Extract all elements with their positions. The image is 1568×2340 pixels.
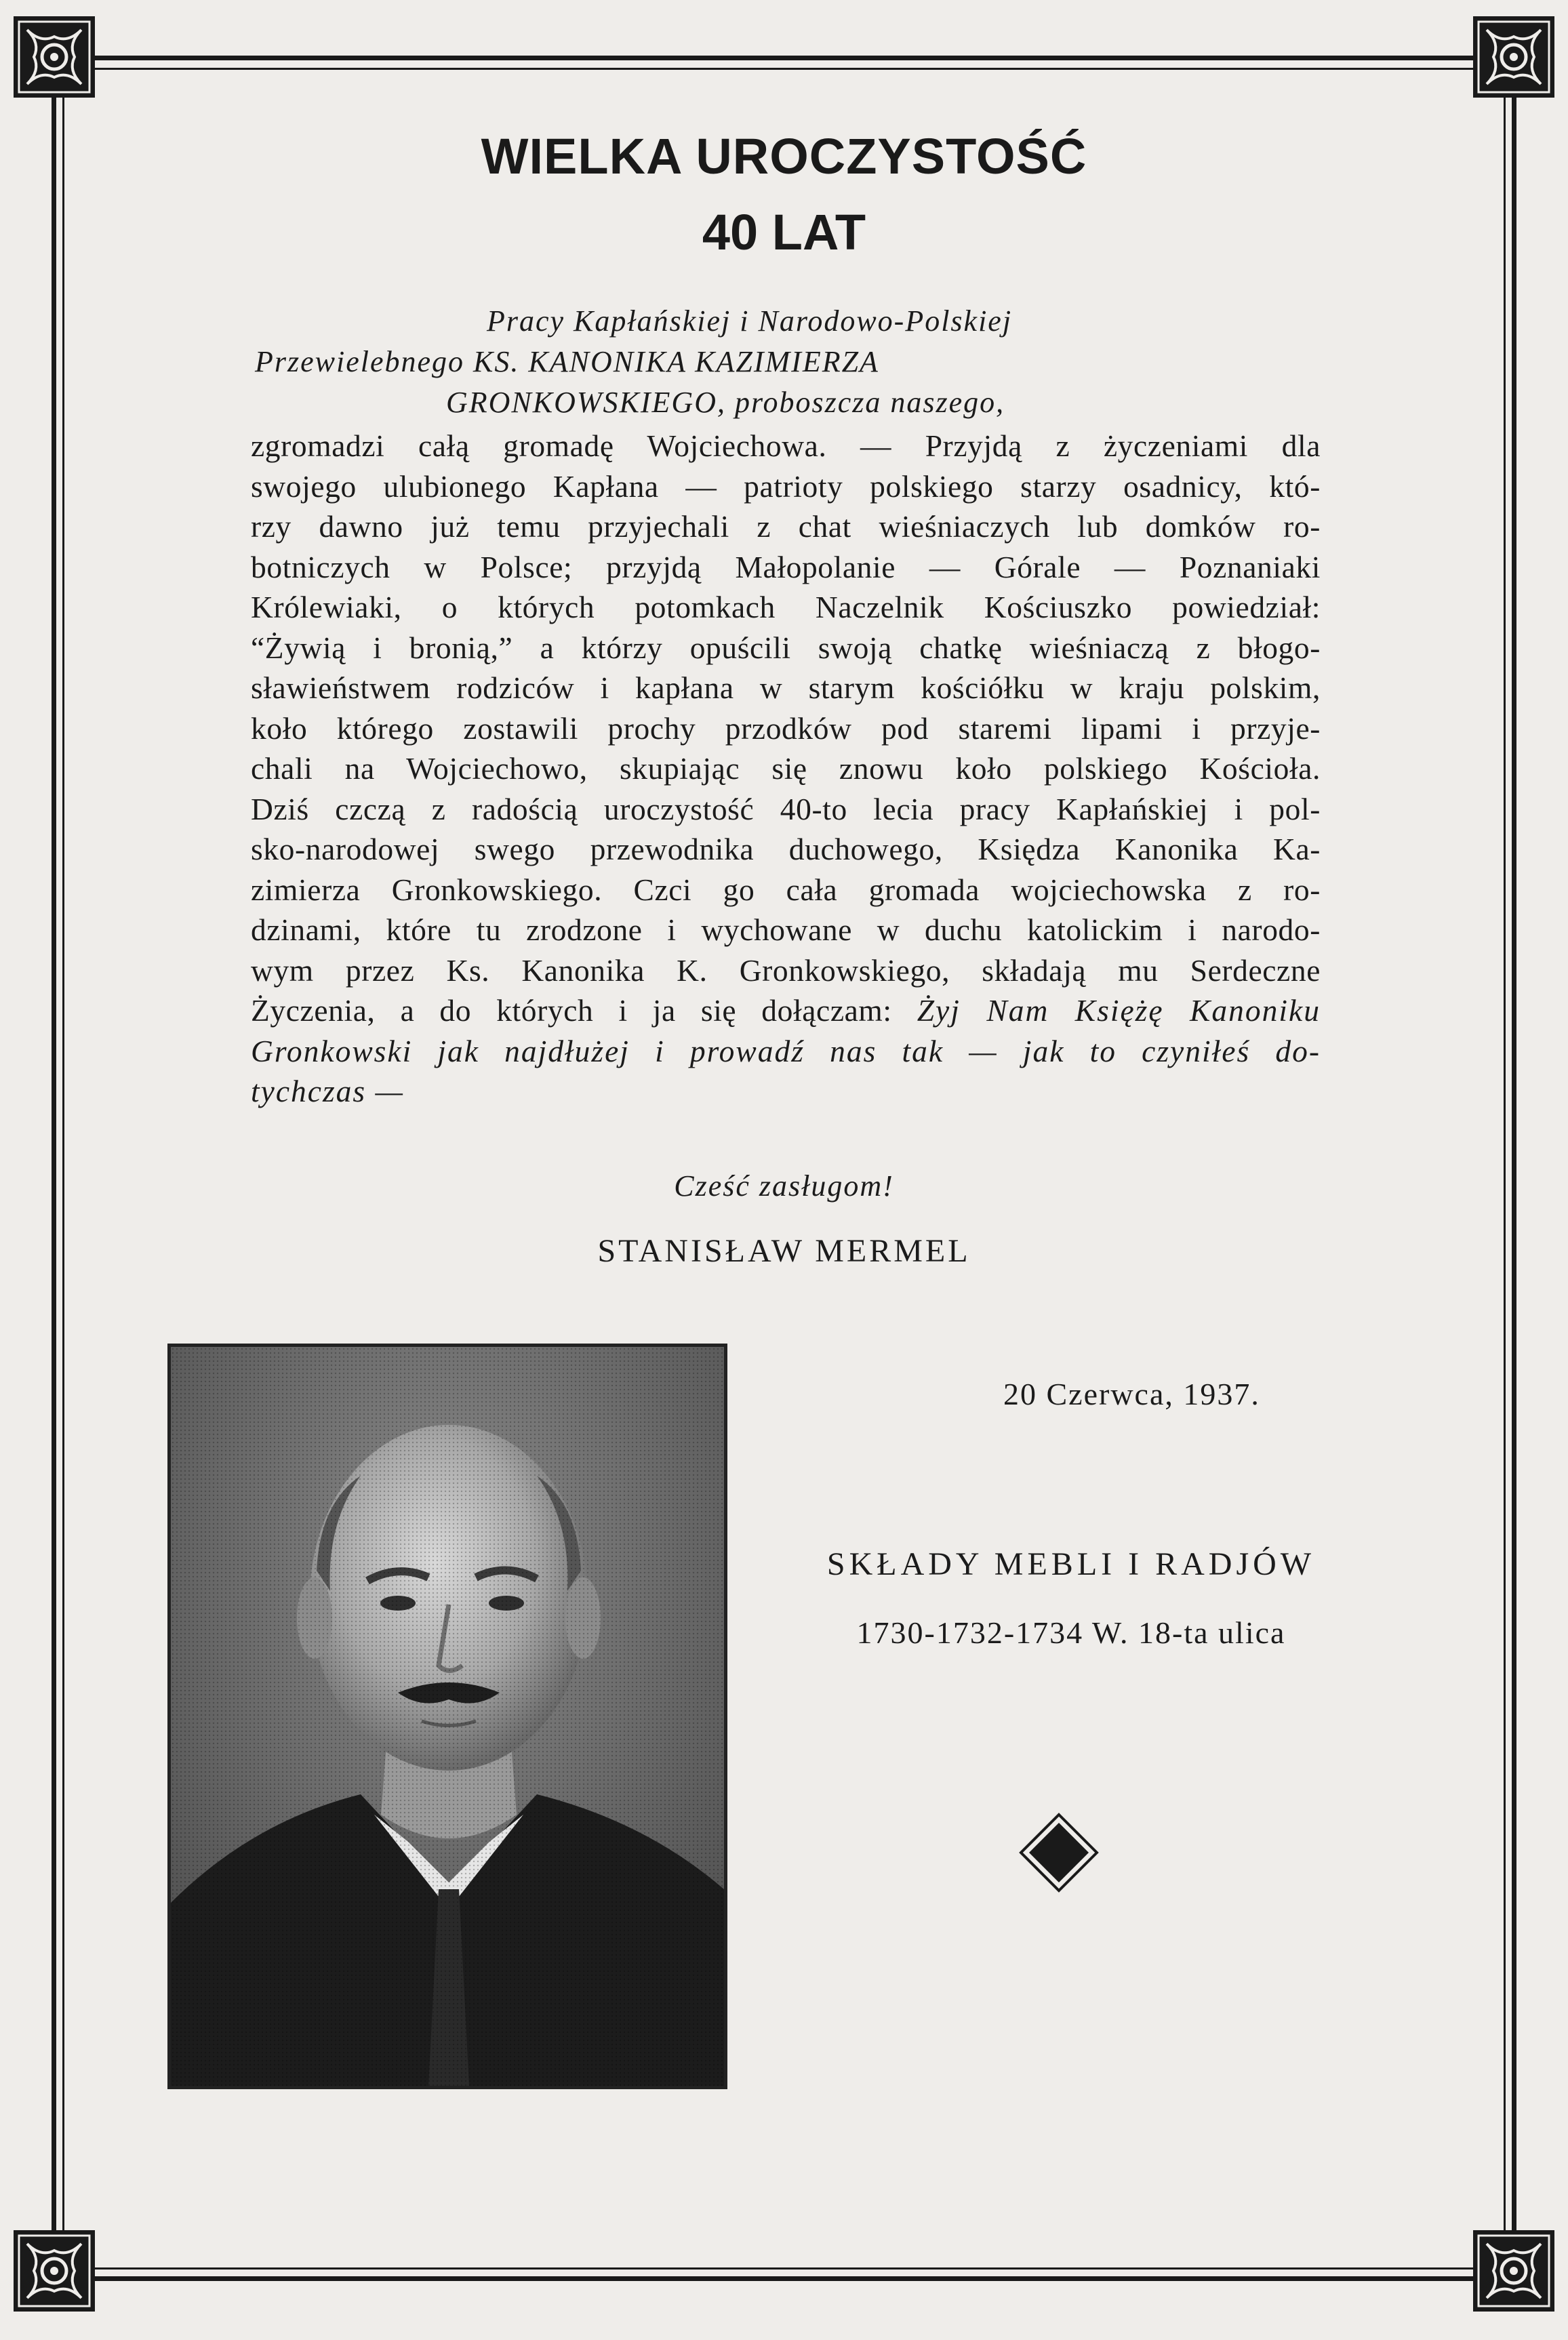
- body-line: wym przez Ks. Kanonika K. Gronkowskiego, składają mu Serdeczne: [251, 952, 1321, 988]
- page-title: WIELKA UROCZYSTOŚĆ: [481, 128, 1087, 184]
- intro-line-3: GRONKOWSKIEGO, proboszcza naszego,: [446, 386, 1005, 419]
- diamond-ornament-icon: [1018, 1812, 1100, 1893]
- body-line: Królewiaki, o których potomkach Naczelnik Kościuszko powiedział:: [251, 590, 1321, 624]
- body-line: zimierza Gronkowskiego. Czci go cała gromada wojciechowska z ro-: [251, 872, 1321, 907]
- body-line: swojego ulubionego Kapłana — patrioty polskiego starzy osadnicy, któ-: [251, 468, 1321, 504]
- shop-address: 1730-1732-1734 W. 18-ta ulica: [856, 1615, 1286, 1650]
- body-line: botniczych w Polsce; przyjdą Małopolanie — Górale — Poznaniaki: [251, 549, 1321, 584]
- border-bottom-inner: [54, 2267, 1514, 2270]
- corner-ornament-icon: [1473, 2230, 1554, 2312]
- body-line: sławieństwem rodziców i kapłana w starym kościółku w kraju polskim,: [251, 670, 1321, 705]
- corner-ornament-icon: [1473, 16, 1554, 98]
- body-line-italic: tychczas —: [251, 1074, 404, 1108]
- body-line: Dziś czczą z radością uroczystość 40-to lecia pracy Kapłańskiej i pol-: [251, 791, 1321, 826]
- body-italic-wish: Żyj Nam Księżę Kanoniku: [917, 993, 1321, 1028]
- body-paragraph: [251, 426, 1321, 1112]
- portrait-photo: [167, 1344, 727, 2089]
- body-line: [251, 990, 1321, 1031]
- closing-line: Cześć zasługom!: [674, 1169, 894, 1203]
- date-line: 20 Czerwca, 1937.: [1003, 1377, 1260, 1411]
- body-line: chali na Wojciechowo, skupiając się znowu koło polskiego Kościoła.: [251, 751, 1321, 786]
- corner-ornament-icon: [14, 2230, 95, 2312]
- body-line: zgromadzi całą gromadę Wojciechowa. — Przyjdą z życzeniami dla: [251, 428, 1321, 463]
- body-line-italic: Gronkowski jak najdłużej i prowadź nas tak — jak to czyniłeś do-: [251, 1033, 1321, 1068]
- page-subtitle: 40 LAT: [702, 204, 866, 260]
- body-line: sko-narodowej swego przewodnika duchowego, Księdza Kanonika Ka-: [251, 832, 1321, 866]
- shop-name: SKŁADY MEBLI I RADJÓW: [826, 1546, 1316, 1582]
- corner-ornament-icon: [14, 16, 95, 98]
- body-line-text: Życzenia, a do których i ja się dołączam:: [251, 993, 892, 1028]
- intro-line-2: Przewielebnego KS. KANONIKA KAZIMIERZA: [255, 345, 879, 378]
- body-line: dzinami, które tu zrodzone i wychowane w duchu katolickim i narodo-: [251, 912, 1321, 947]
- intro-line-1: Pracy Kapłańskiej i Narodowo-Polskiej: [487, 304, 1013, 338]
- border-top-inner: [54, 68, 1514, 70]
- signature: STANISŁAW MERMEL: [597, 1233, 971, 1269]
- body-line: koło którego zostawili prochy przodków pod staremi lipami i przyje-: [251, 710, 1321, 746]
- body-line: rzy dawno już temu przyjechali z chat wieśniaczych lub domków ro-: [251, 509, 1321, 544]
- body-line: “Żywią i bronią,” a którzy opuścili swoją chatkę wieśniaczą z błogo-: [251, 630, 1321, 665]
- border-bottom-outer: [54, 2276, 1514, 2281]
- border-top-outer: [54, 56, 1514, 60]
